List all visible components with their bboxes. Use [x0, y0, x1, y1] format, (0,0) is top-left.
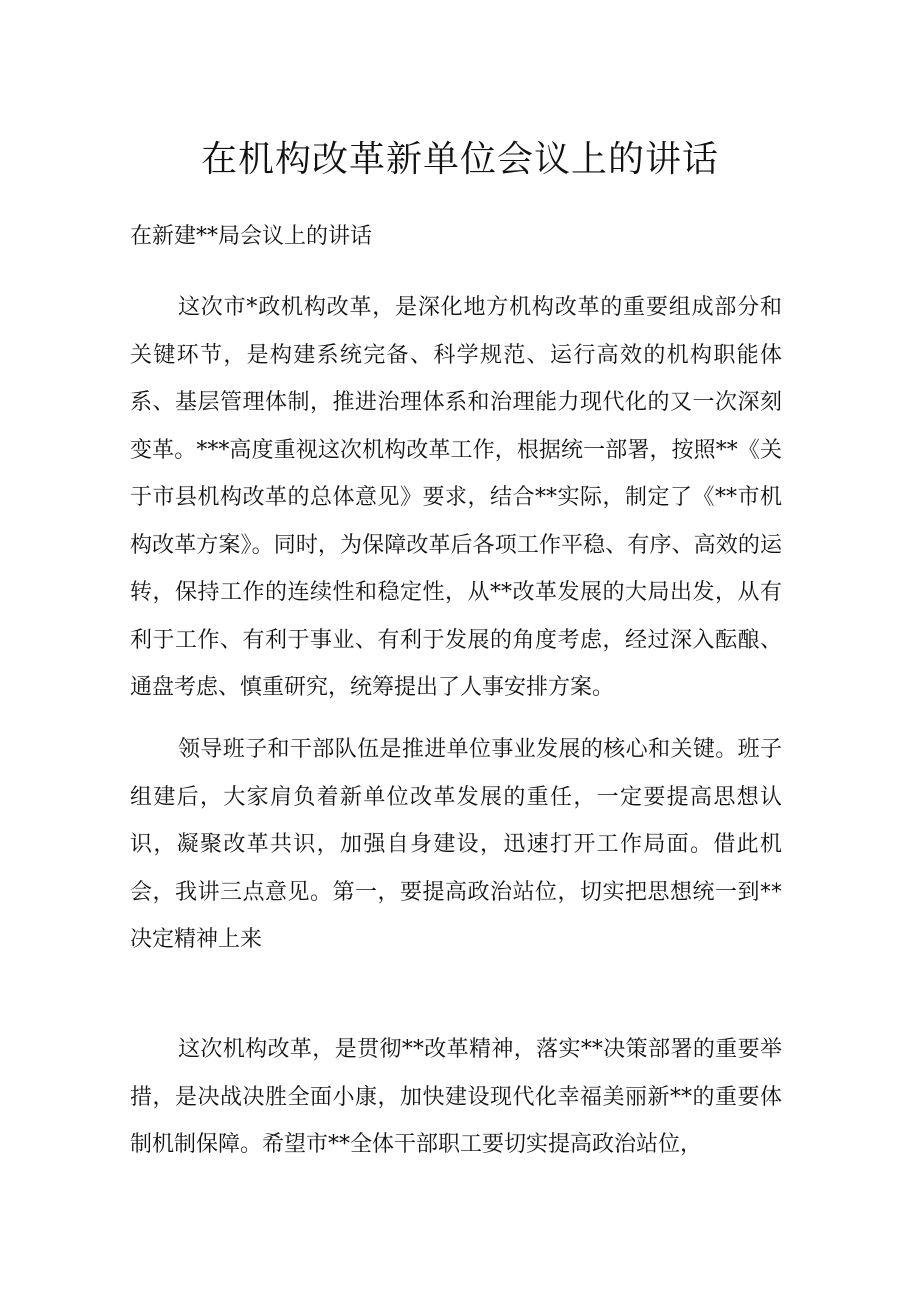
document-subtitle: 在新建**局会议上的讲话 — [130, 224, 373, 249]
paragraph-1: 这次市*政机构改革，是深化地方机构改革的重要组成部分和关键环节，是构建系统完备、科学规范、运行高效的机构职能体系、基层管理体制，推进治理体系和治理能力现代化的又一次深刻变革。***高度重视这次机构改革工作，根据统一部署，按照**《关于市县机构改革的总体意见》要求，结合**实际，制定了《**市机构改革方案》。同时，为保障改革后各项工作平稳、有序、高效的运转，保持工作的连续性和稳定性，从**改革发展的大局出发，从有利于工作、有利于事业、有利于发展的角度考虑，经过深入酝酿、通盘考虑、慎重研究，统筹提出了人事安排方案。 — [130, 295, 782, 700]
section-heading-1: 第一，要提高政治站位，切实把思想统一到**决定精神上来 — [130, 879, 782, 952]
paragraph-3: 这次机构改革，是贯彻**改革精神，落实**决策部署的重要举措，是决战决胜全面小康，加快建设现代化幸福美丽新**的重要体制机制保障。希望市**全体干部职工要切实提高政治站位， — [130, 1037, 782, 1157]
paragraph-2-text: 领导班子和干部队伍是推进单位事业发展的核心和关键。班子组建后，大家肩负着新单位改革发展的重任，一定要提高思想认识，凝聚改革共识，加强自身建设，迅速打开工作局面。借此机会，我讲三点意见。 — [130, 737, 782, 905]
document-title: 在机构改革新单位会议上的讲话 — [200, 139, 719, 180]
paragraph-2 — [130, 726, 782, 964]
